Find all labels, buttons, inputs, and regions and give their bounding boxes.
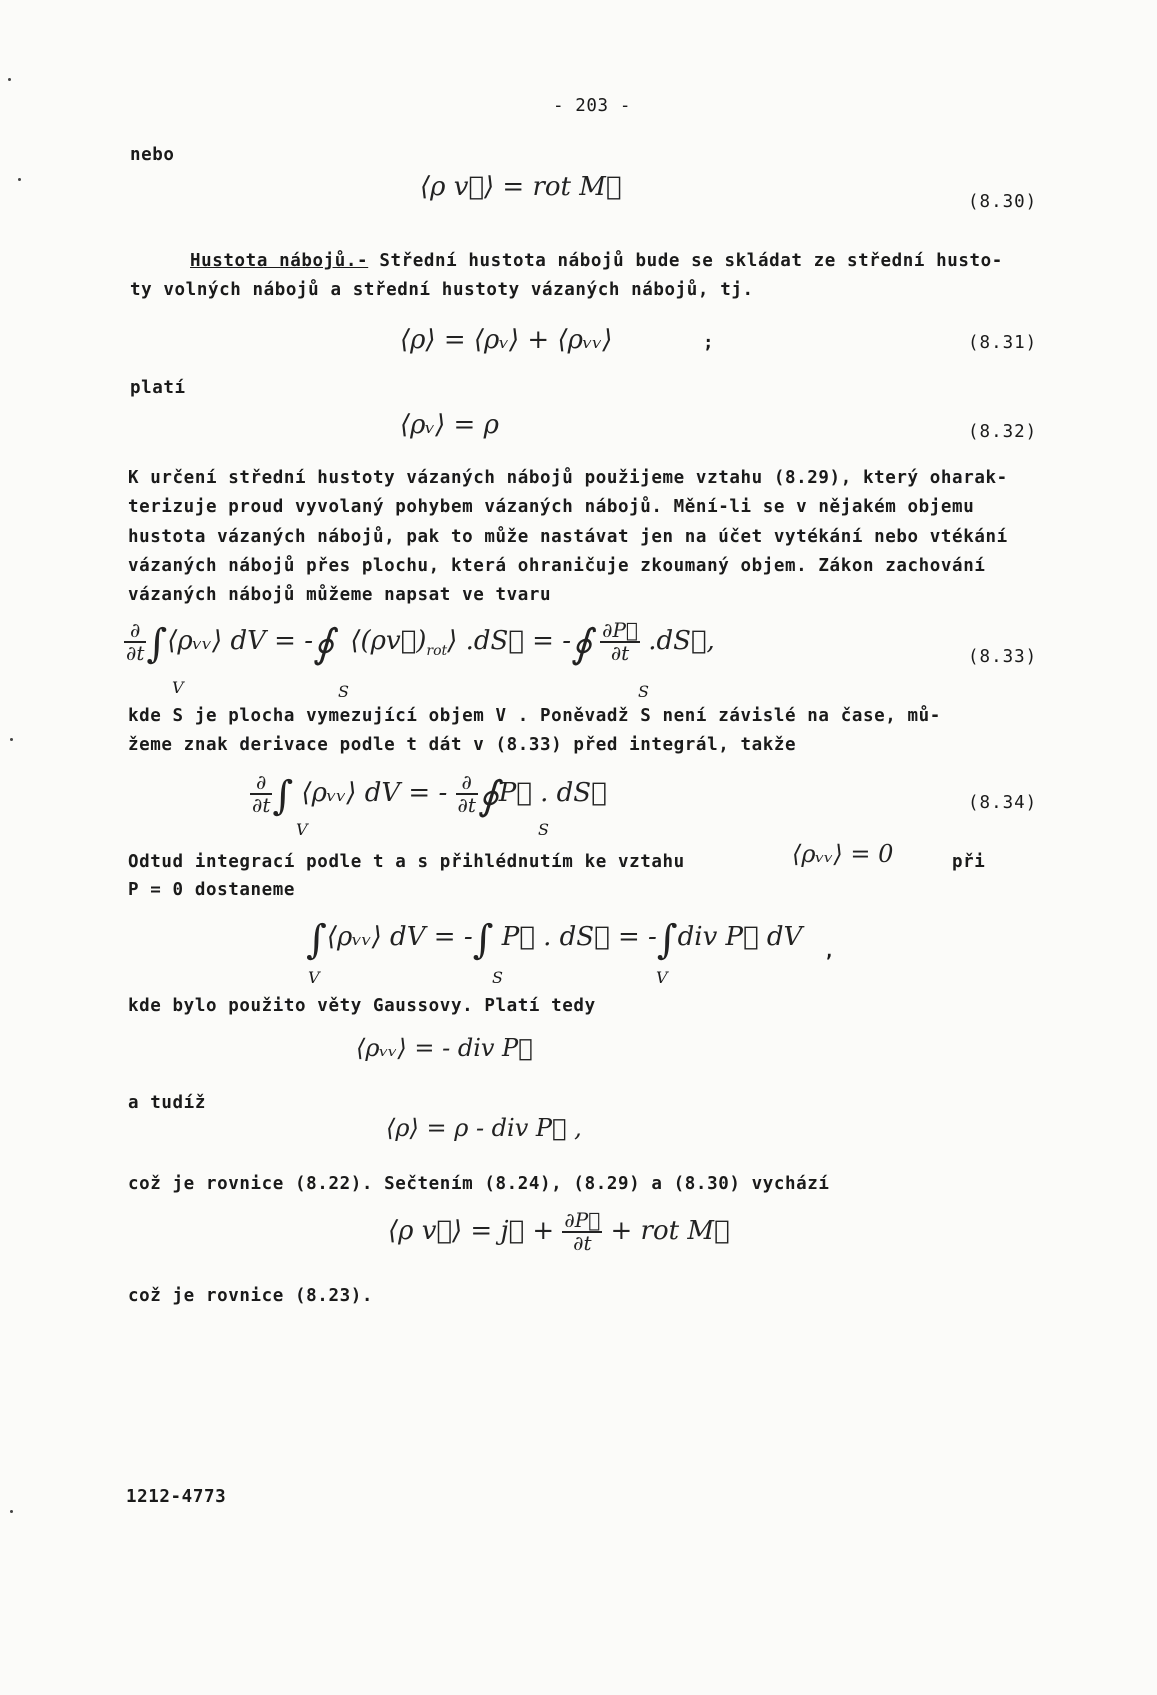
- inline-equation: ⟨ρᵥᵥ⟩ = 0: [792, 840, 894, 868]
- fraction-numerator: ∂: [250, 772, 272, 795]
- equals-sign: =: [617, 922, 640, 952]
- fraction: [250, 772, 272, 816]
- integral-sign: ∫: [472, 917, 494, 963]
- minus-sign: -: [438, 778, 448, 808]
- integral-sign: ∫: [656, 917, 678, 963]
- equation-number-8-33: (8.33): [968, 647, 1038, 667]
- fraction: [456, 772, 478, 816]
- page-number: - 203 -: [553, 96, 631, 116]
- angle-bracket: ⟩: [447, 626, 458, 656]
- equation-number-8-34: (8.34): [968, 793, 1038, 813]
- fraction-numerator: ∂: [124, 620, 146, 643]
- scan-speck: [10, 1510, 13, 1513]
- equals-sign: =: [433, 922, 456, 952]
- contour-integral-sign: ∮: [313, 621, 334, 667]
- minus-sign: -: [304, 626, 313, 656]
- integrand: ⟨(ρv⃗): [350, 626, 427, 656]
- text-nebo: nebo: [130, 145, 175, 165]
- paragraph-line: terizuje proud vyvolaný pohybem vázaných nábojů. Mění-li se v nějakém objemu: [128, 497, 975, 517]
- subscript: rot: [426, 643, 448, 660]
- integrand: P⃗ . dS⃗: [498, 778, 607, 808]
- equation-rhs: + rot M⃗: [610, 1216, 730, 1246]
- text-a-tudiz: a tudíž: [128, 1093, 206, 1113]
- dot-product: .: [648, 626, 657, 656]
- dot-product: .: [465, 626, 474, 656]
- section-heading: Hustota nábojů.-: [190, 251, 369, 271]
- fraction-denominator: ∂t: [573, 1231, 592, 1255]
- paragraph-line: Střední hustota nábojů bude se skládat ze střední husto-: [368, 251, 1003, 271]
- minus-sign: -: [648, 922, 657, 952]
- integrand: ⟨ρᵥᵥ⟩ dV: [167, 626, 266, 656]
- integral-equation: [306, 917, 803, 963]
- fraction: [562, 1210, 602, 1254]
- div-result-equation: ⟨ρᵥᵥ⟩ = - div P⃗: [356, 1034, 533, 1062]
- integrand: ⟨ρᵥᵥ⟩ dV: [326, 922, 426, 952]
- integral-limit-V: V: [296, 820, 308, 839]
- integrand: div P⃗ dV: [677, 922, 803, 952]
- equation-comma: ,: [824, 942, 836, 962]
- equals-sign: =: [274, 626, 296, 656]
- paragraph-line: což je rovnice (8.23).: [128, 1286, 373, 1306]
- scan-speck: [10, 738, 13, 741]
- integral-limit-S: S: [538, 820, 549, 839]
- paragraph-line: P = 0 dostaneme: [128, 880, 296, 900]
- integral-limit-V: V: [308, 968, 320, 987]
- equation-8-30: ⟨ρ v⃗⟩ = rot M⃗: [420, 172, 622, 202]
- equation-lhs: ⟨ρ v⃗⟩ = j⃗ +: [388, 1216, 555, 1246]
- minus-sign: -: [463, 922, 473, 952]
- paragraph-line: kde S je plocha vymezující objem V . Poněvadž S není závislé na čase, mů-: [128, 706, 941, 726]
- paragraph-hustota: [190, 251, 1003, 271]
- paragraph-line: kde bylo použito věty Gaussovy. Platí tedy: [128, 996, 596, 1016]
- fraction: [124, 620, 146, 664]
- fraction-denominator: ∂t: [610, 641, 630, 665]
- equation-number-8-32: (8.32): [968, 422, 1038, 442]
- surface-element: dS⃗: [473, 626, 524, 656]
- paragraph-line: vázaných nábojů můžeme napsat ve tvaru: [128, 585, 552, 605]
- paragraph-line: žeme znak derivace podle t dát v (8.33) před integrál, takže: [128, 735, 797, 755]
- equation-number-8-31: (8.31): [968, 333, 1038, 353]
- paragraph-line: K určení střední hustoty vázaných nábojů použijeme vztahu (8.29), který oharak-: [128, 468, 1008, 488]
- equation-8-31: ⟨ρ⟩ = ⟨ρᵥ⟩ + ⟨ρᵥᵥ⟩: [400, 325, 613, 355]
- equals-sign: =: [532, 626, 554, 656]
- equation-8-34: [250, 770, 607, 819]
- minus-sign: -: [562, 626, 572, 656]
- text-plati: platí: [130, 378, 186, 398]
- fraction-numerator: ∂: [456, 772, 478, 795]
- rho-result-equation: ⟨ρ⟩ = ρ - div P⃗ ,: [386, 1114, 582, 1142]
- integral-limit-S: S: [638, 682, 649, 701]
- fraction-denominator: ∂t: [457, 793, 476, 817]
- fraction-numerator: ∂P⃗: [602, 618, 638, 642]
- integral-limit-V: V: [172, 678, 184, 697]
- fraction: [600, 620, 640, 664]
- surface-element: dS⃗: [656, 626, 707, 656]
- equation-comma: ,: [706, 626, 715, 656]
- fraction-numerator: ∂P⃗: [564, 1208, 601, 1232]
- integral-sign: ∫: [306, 917, 327, 963]
- equation-8-32: ⟨ρᵥ⟩ = ρ: [400, 410, 499, 440]
- equation-separator: ;: [703, 333, 715, 353]
- integral-limit-S: S: [338, 682, 349, 701]
- paragraph-line: vázaných nábojů přes plochu, která ohraničuje zkoumaný objem. Zákon zachování: [128, 556, 986, 576]
- paragraph-line: při: [952, 852, 986, 872]
- scan-speck: [8, 78, 11, 81]
- fraction-denominator: ∂t: [252, 793, 271, 817]
- contour-integral-sign: ∮: [477, 773, 499, 819]
- integrand: ⟨ρᵥᵥ⟩ dV: [301, 778, 401, 808]
- paragraph-line: ty volných nábojů a střední hustoty vázaných nábojů, tj.: [130, 280, 754, 300]
- equation-8-33: [124, 618, 715, 667]
- equals-sign: =: [408, 778, 431, 808]
- footer-code: 1212-4773: [126, 1487, 227, 1507]
- integral-limit-V: V: [656, 968, 668, 987]
- integrand: P⃗ . dS⃗: [501, 922, 610, 952]
- contour-integral-sign: ∮: [571, 621, 592, 667]
- integral-sign: ∫: [146, 621, 168, 667]
- paragraph-line: což je rovnice (8.22). Sečtením (8.24), (8.29) a (8.30) vychází: [128, 1174, 830, 1194]
- paragraph-line: hustota vázaných nábojů, pak to může nastávat jen na účet vytékání nebo vtékání: [128, 527, 1008, 547]
- paragraph-line: Odtud integrací podle t a s přihlédnutím ke vztahu: [128, 852, 685, 872]
- equation-number-8-30: (8.30): [968, 192, 1038, 212]
- fraction-denominator: ∂t: [126, 641, 145, 665]
- integral-limit-S: S: [492, 968, 503, 987]
- final-equation: [388, 1210, 730, 1254]
- scan-speck: [18, 178, 21, 181]
- integral-sign: ∫: [272, 773, 294, 819]
